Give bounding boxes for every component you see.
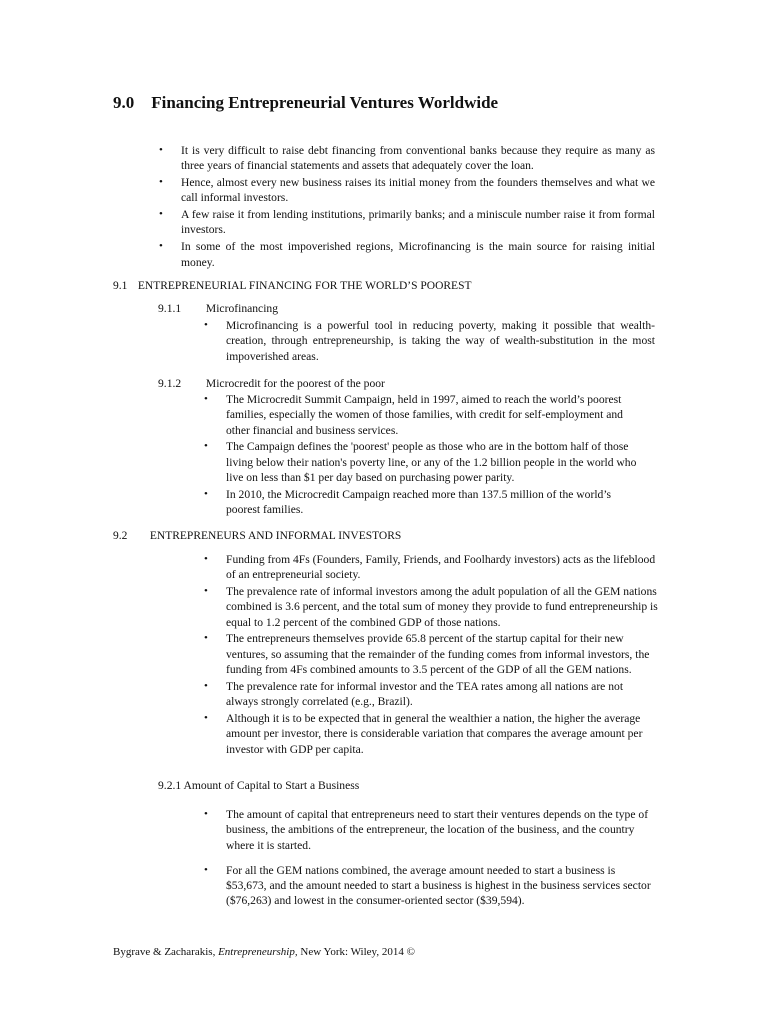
section-9-1-2-bullet-1: • The Microcredit Summit Campaign, held in 1997, aimed to reach the world’s poorest families, especially the women of those families, with credit for self-employment and other financial and business services. bbox=[226, 392, 646, 438]
section-9-1-2-bullet-3: • In 2010, the Microcredit Campaign reached more than 137.5 million of the world’s poorest families. bbox=[226, 487, 646, 518]
section-9-1-title: ENTREPRENEURIAL FINANCING FOR THE WORLD’S POOREST bbox=[137, 280, 472, 292]
intro-bullet-1: • It is very difficult to raise debt financing from conventional banks because they require as many as three years of financial statements and assets that adequately cover the loan. bbox=[181, 143, 655, 174]
section-9-1-2-number: 9.1.2 bbox=[158, 377, 182, 390]
section-9-2-bullet-4: • The prevalence rate for informal investor and the TEA rates among all nations are not always strongly correlated (e.g., Brazil). bbox=[226, 679, 658, 710]
page-footer bbox=[113, 946, 415, 958]
section-9-2-1-bullets bbox=[226, 807, 658, 910]
section-9-2-bullets bbox=[226, 552, 658, 758]
page-title-number: 9.0 bbox=[113, 93, 135, 112]
section-9-2-1-bullet-1: • The amount of capital that entrepreneurs need to start their ventures depends on the type of business, the ambitions of the entrepreneur, the location of the business, and the country where it is started. bbox=[226, 807, 658, 853]
footer-book-title: Entrepreneurship, bbox=[218, 946, 298, 958]
section-9-1-number: 9.1 bbox=[113, 280, 128, 292]
section-9-1-1-bullet-1: • Microfinancing is a powerful tool in reducing poverty, making it possible that wealth-creation, through entrepreneurship, is taking the way of wealth-substitution in the most impoverished areas. bbox=[226, 318, 655, 364]
section-9-2-number: 9.2 bbox=[113, 530, 128, 542]
section-9-2-bullet-2: • The prevalence rate of informal investors among the adult population of all the GEM nations combined is 3.6 percent, and the total sum of money they provide to fund entrepreneurship is equal to 1.2 percent of the combined GDP of those nations. bbox=[226, 584, 658, 630]
section-9-1-2-heading bbox=[158, 377, 385, 390]
section-9-2-heading bbox=[113, 530, 401, 542]
section-9-2-bullet-3: • The entrepreneurs themselves provide 65.8 percent of the startup capital for their new ventures, so assuming that the remainder of the funding comes from informal investors, the funding from 4Fs combined amounts to 3.5 percent of the GDP of all the GEM nations. bbox=[226, 631, 658, 677]
footer-authors: Bygrave & Zacharakis, bbox=[113, 946, 219, 958]
section-9-1-2-bullet-2: • The Campaign defines the 'poorest' people as those who are in the bottom half of those living below their nation's poverty line, or any of the 1.2 billion people in the world who live on less than $1 per day based on purchasing power parity. bbox=[226, 439, 646, 485]
footer-publisher: New York: Wiley, 2014 © bbox=[297, 946, 415, 958]
section-9-2-1-bullet-2: • For all the GEM nations combined, the average amount needed to start a business is $53,673, and the amount needed to start a business is highest in the business services sector ($76,263) and lowest in the consumer-oriented sector ($39,594). bbox=[226, 863, 658, 909]
section-9-2-bullet-5: • Although it is to be expected that in general the wealthier a nation, the higher the average amount per investor, there is considerable variation that compares the average amount per investor with GDP per capita. bbox=[226, 711, 658, 757]
intro-bullet-3: • A few raise it from lending institutions, primarily banks; and a miniscule number raise it from formal investors. bbox=[181, 207, 655, 238]
page-title-text: Financing Entrepreneurial Ventures Worldwide bbox=[151, 93, 499, 112]
section-9-2-1-heading: 9.2.1 Amount of Capital to Start a Business bbox=[158, 779, 360, 792]
section-9-1-2-title: Microcredit for the poorest of the poor bbox=[205, 377, 385, 390]
intro-bullet-list bbox=[181, 143, 655, 271]
section-9-1-1-title: Microfinancing bbox=[205, 302, 279, 315]
section-9-2-bullet-1: • Funding from 4Fs (Founders, Family, Friends, and Foolhardy investors) acts as the lifeblood of an entrepreneurial society. bbox=[226, 552, 658, 583]
intro-bullet-4: • In some of the most impoverished regions, Microfinancing is the main source for raising initial money. bbox=[181, 239, 655, 270]
section-9-1-2-bullets bbox=[226, 392, 646, 519]
section-9-1-1-bullets bbox=[226, 318, 655, 365]
section-9-1-heading bbox=[113, 280, 472, 292]
section-9-1-1-number: 9.1.1 bbox=[158, 302, 182, 315]
intro-bullet-2: • Hence, almost every new business raises its initial money from the founders themselves and what we call informal investors. bbox=[181, 175, 655, 206]
section-9-1-1-heading bbox=[158, 302, 278, 315]
page-title bbox=[113, 93, 498, 113]
section-9-2-title: ENTREPRENEURS AND INFORMAL INVESTORS bbox=[149, 530, 402, 542]
